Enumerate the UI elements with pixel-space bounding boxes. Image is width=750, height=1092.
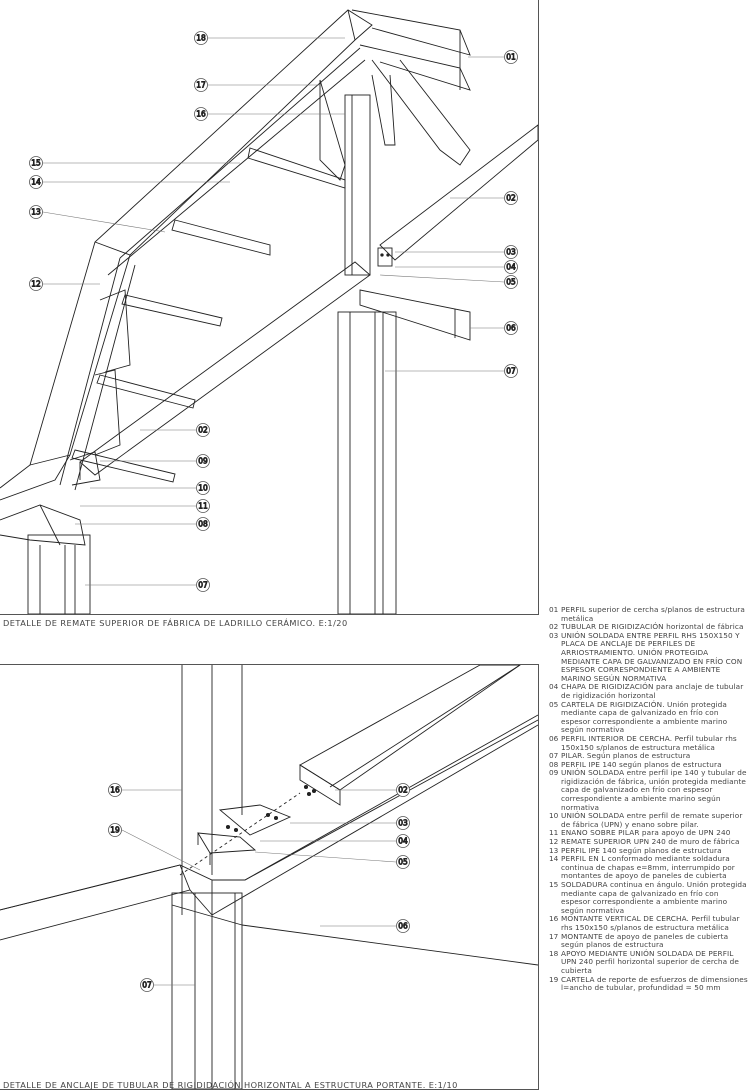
svg-text:07: 07: [506, 366, 516, 376]
svg-text:02: 02: [398, 785, 408, 795]
legend-number: 02: [549, 622, 559, 632]
lower-right-beam: [212, 880, 538, 965]
pillar-left: [28, 535, 90, 614]
bottom-detail-panel: [0, 664, 539, 1090]
left-node: [0, 505, 85, 545]
svg-text:06: 06: [398, 921, 408, 931]
svg-text:07: 07: [142, 980, 152, 990]
legend-item: [549, 701, 749, 735]
rigidization-tube: [300, 665, 520, 805]
callout-16: [195, 108, 346, 121]
callout-b07: [141, 979, 196, 992]
svg-text:07: 07: [198, 580, 208, 590]
legend-text: UNIÓN SOLDADA entre perfil de remate superior de fábrica (UPN) y enano sobre pilar.: [561, 811, 743, 829]
legend-number: 06: [549, 733, 559, 743]
legend-text: UNIÓN SOLDADA entre perfil ipe 140 y tubular de rigidización de fábrica, unión protegida mediante capa de galvanizado en frío con espesor correspondiente a ambiente marino según normativa: [561, 768, 747, 812]
legend-number: 18: [549, 948, 559, 958]
upper-remate-band: [0, 10, 372, 500]
legend-item: [549, 683, 749, 700]
interior-chord: [360, 290, 470, 340]
svg-text:04: 04: [506, 262, 516, 272]
callout-04: [395, 261, 518, 274]
svg-text:09: 09: [198, 456, 208, 466]
legend-text: SOLDADURA continua en ángulo. Unión protegida mediante capa de galvanizado en frío con espesor correspondiente a ambiente marino según normativa: [561, 880, 747, 915]
legend-item: [549, 881, 749, 915]
svg-text:11: 11: [198, 501, 208, 511]
legend-text: PERFIL EN L conformado mediante soldadura continua de chapas e=8mm, interrumpido por montantes de apoyo de paneles de cubierta: [561, 854, 735, 881]
legend-item: [549, 950, 749, 976]
svg-text:08: 08: [198, 519, 208, 529]
svg-text:18: 18: [196, 33, 206, 43]
svg-text:14: 14: [31, 177, 41, 187]
svg-text:03: 03: [398, 818, 408, 828]
legend-item: [549, 933, 749, 950]
legend-item: [549, 606, 749, 623]
top-bracing: [372, 60, 470, 165]
legend-text: CARTELA de reporte de esfuerzos de dimensiones l=ancho de tubular, profundidad = 50 mm: [561, 974, 748, 993]
vertical-montante: [345, 95, 370, 275]
svg-text:17: 17: [196, 80, 206, 90]
legend-number: 05: [549, 699, 559, 709]
legend-text: PERFIL IPE 140 según planos de estructura: [561, 845, 722, 855]
anchor-node: [378, 248, 392, 266]
legend-list: [549, 606, 749, 993]
purlins: [72, 80, 345, 482]
legend-item: [549, 976, 749, 993]
legend-number: 17: [549, 931, 559, 941]
bottom-detail-drawing: [0, 665, 538, 1089]
svg-text:10: 10: [198, 483, 208, 493]
svg-text:15: 15: [31, 158, 41, 168]
legend-text: PILAR. Según planos de estructura: [561, 751, 691, 761]
svg-text:02: 02: [198, 425, 208, 435]
legend-number: 08: [549, 759, 559, 769]
callout-08: [75, 518, 210, 531]
svg-text:16: 16: [196, 109, 206, 119]
legend-number: 14: [549, 854, 559, 864]
legend-text: TUBULAR DE RIGIDIZACIÓN horizontal de fábrica: [561, 622, 744, 632]
legend-text: ENANO SOBRE PILAR para apoyo de UPN 240: [561, 828, 731, 838]
legend-text: PERFIL IPE 140 según planos de estructura: [561, 759, 722, 769]
legend-text: MONTANTE de apoyo de paneles de cubierta según planos de estructura: [561, 931, 729, 950]
svg-text:16: 16: [110, 785, 120, 795]
legend-text: REMATE SUPERIOR UPN 240 de muro de fábrica: [561, 837, 740, 847]
legend-item: [549, 812, 749, 829]
svg-text:05: 05: [398, 857, 408, 867]
bottom-detail-caption: DETALLE DE ANCLAJE DE TUBULAR DE RIGIDIDACIÓN HORIZONTAL A ESTRUCTURA PORTANTE. E:1/10: [3, 1080, 458, 1090]
callout-01: [468, 51, 518, 64]
legend-text: APOYO MEDIANTE UNIÓN SOLDADA DE PERFIL UPN 240 perfil horizontal superior de cercha de cubierta: [561, 948, 739, 975]
callout-11: [80, 500, 210, 513]
svg-text:01: 01: [506, 52, 516, 62]
legend-text: MONTANTE VERTICAL DE CERCHA. Perfil tubular rhs 150x150 s/planos de estructura metálica: [561, 914, 740, 932]
legend-number: 15: [549, 880, 559, 889]
callout-b04: [260, 835, 410, 848]
callout-b16: [109, 784, 183, 797]
legend-number: 09: [549, 768, 559, 778]
svg-text:06: 06: [506, 323, 516, 333]
legend-text: PERFIL INTERIOR DE CERCHA. Perfil tubular rhs 150x150 s/planos de estructura metálica: [561, 733, 737, 752]
svg-text:12: 12: [31, 279, 41, 289]
legend-item: [549, 769, 749, 812]
callout-15: [30, 157, 241, 170]
lower-left-beam: [0, 865, 180, 910]
legend-number: 04: [549, 682, 559, 692]
legend-number: 07: [549, 751, 559, 761]
pillar-right: [338, 312, 396, 614]
legend-number: 10: [549, 811, 559, 821]
callout-07a: [385, 365, 518, 378]
legend-text: PERFIL superior de cercha s/planos de estructura metálica: [561, 605, 745, 623]
legend-number: 01: [549, 605, 559, 614]
callout-13: [30, 206, 166, 233]
svg-text:04: 04: [398, 836, 408, 846]
top-detail-drawing: [0, 0, 538, 614]
callout-b06: [320, 920, 410, 933]
vertical-montante: [182, 665, 242, 915]
interior-chord: [0, 715, 538, 1089]
callout-10: [90, 482, 210, 495]
legend-text: CHAPA DE RIGIDIZACIÓN para anclaje de tubular de rigidización horizontal: [561, 682, 744, 700]
callout-14: [30, 176, 231, 189]
callout-b19: [109, 824, 201, 871]
svg-text:03: 03: [506, 247, 516, 257]
legend-number: 19: [549, 974, 559, 984]
legend-number: 12: [549, 837, 559, 847]
callout-06: [470, 322, 518, 335]
legend-number: 16: [549, 914, 559, 924]
callout-03: [395, 246, 518, 259]
svg-text:19: 19: [110, 825, 120, 835]
top-detail-panel: [0, 0, 539, 615]
legend-number: 11: [549, 828, 559, 838]
callout-07b: [85, 579, 210, 592]
legend-text: CARTELA DE RIGIDIZACIÓN. Unión protegida mediante capa de galvanizado en frío con espesor correspondiente a ambiente marino según normativa: [561, 699, 728, 735]
callout-09: [100, 455, 210, 468]
pillar: [172, 893, 242, 1089]
callout-02a: [450, 192, 518, 205]
legend-number: 13: [549, 845, 559, 855]
top-chord-beam: [352, 10, 470, 90]
legend-number: 03: [549, 630, 559, 640]
callout-12: [30, 278, 101, 291]
callout-05: [380, 275, 518, 289]
legend-item: [549, 632, 749, 684]
legend-item: [549, 735, 749, 752]
svg-text:02: 02: [506, 193, 516, 203]
legend-text: UNIÓN SOLDADA ENTRE PERFIL RHS 150X150 Y PLACA DE ANCLAJE DE PERFILES DE ARRIOSTRAMIENTO. UNIÓN PROTEGIDA MEDIANTE CAPA DE GALVANIZADO EN FRÍO CON ESPESOR CORRESPONDIENTE A AMBIENTE MARINO SEGÚN NORMATIVA: [561, 630, 743, 683]
svg-text:05: 05: [506, 277, 516, 287]
rigidization-tubes: [80, 125, 538, 480]
legend-item: [549, 915, 749, 932]
legend-item: [549, 855, 749, 881]
callout-b05: [255, 852, 410, 869]
callout-17: [195, 79, 321, 92]
svg-text:13: 13: [31, 207, 41, 217]
callout-b03: [290, 817, 410, 830]
top-detail-caption: DETALLE DE REMATE SUPERIOR DE FÁBRICA DE LADRILLO CERÁMICO. E:1/20: [3, 618, 348, 628]
